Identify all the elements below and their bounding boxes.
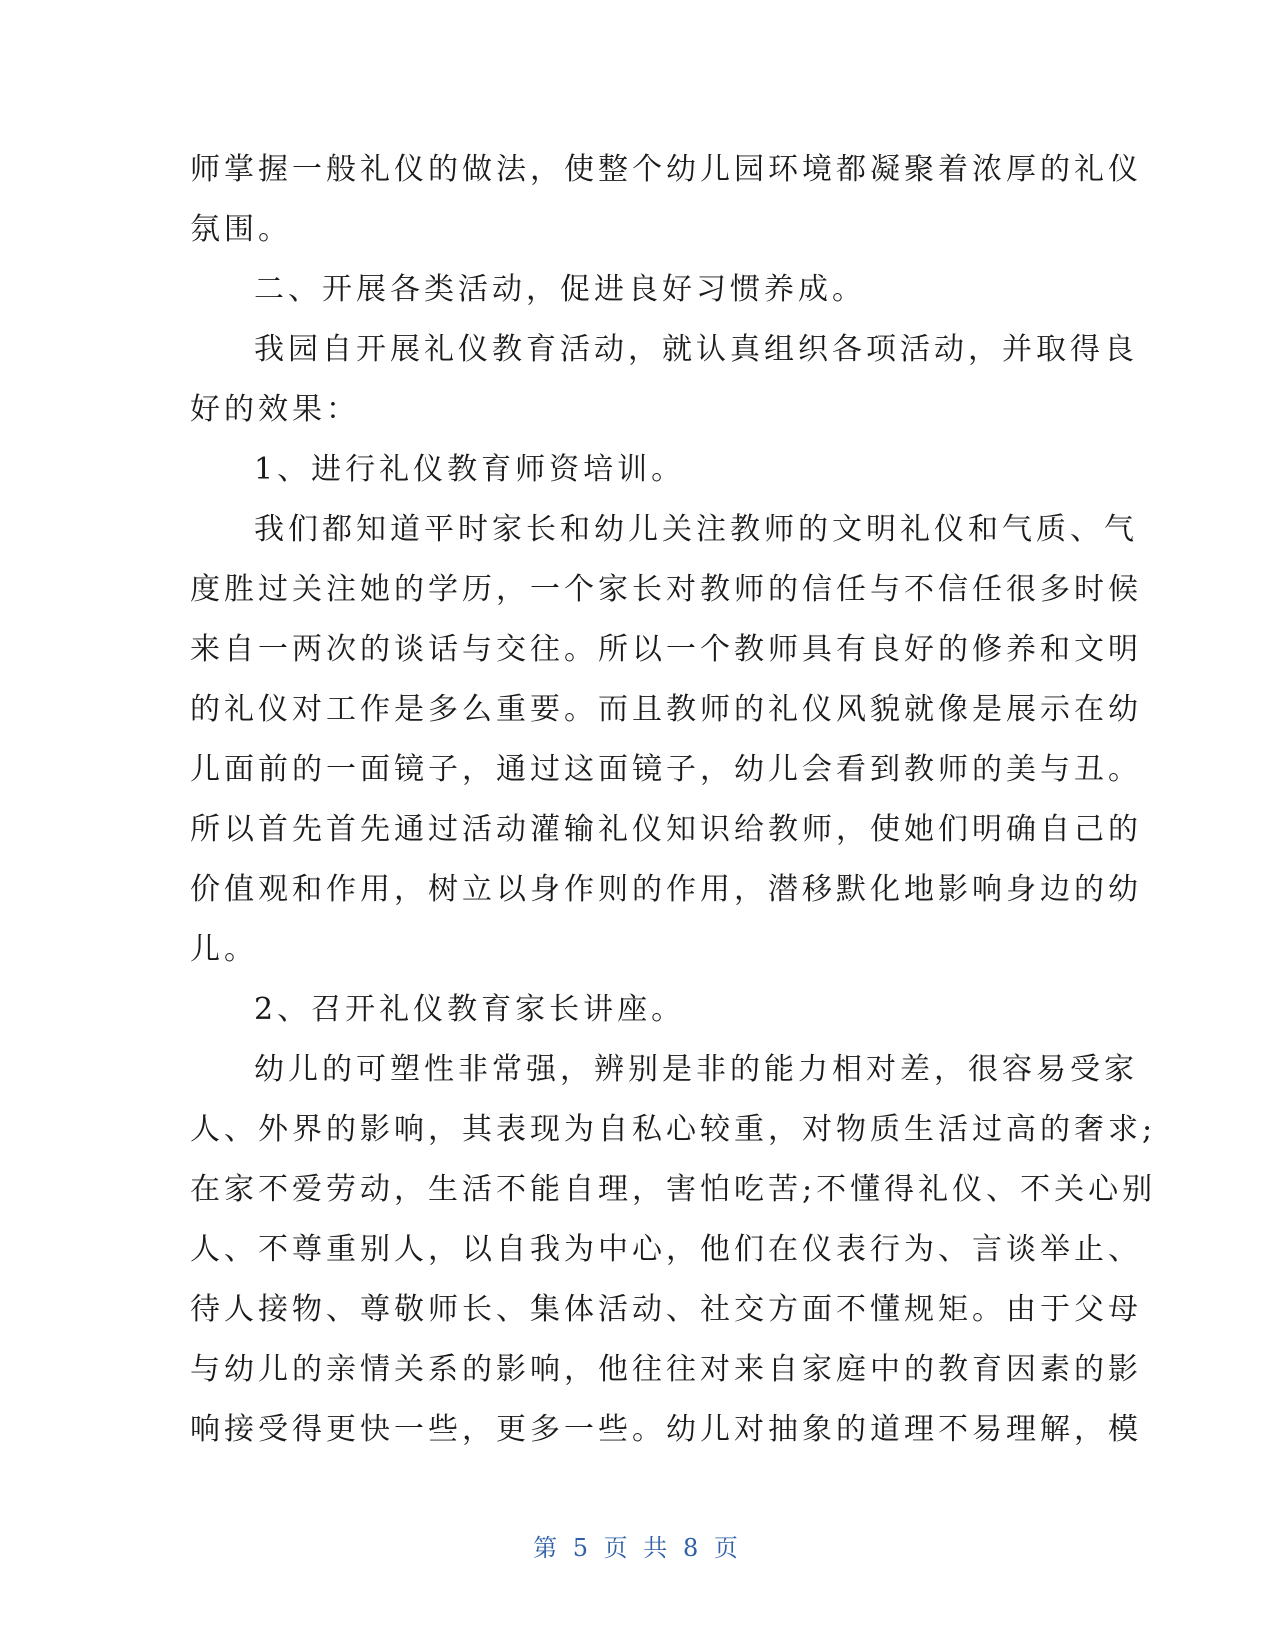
- document-body: [190, 140, 1157, 1460]
- page-number-footer: 第 5 页 共 8 页: [533, 1534, 742, 1562]
- text-line: 幼儿的可塑性非常强，辨别是非的能力相对差，很容易受家: [254, 1052, 1138, 1087]
- text-line: 的礼仪对工作是多么重要。而且教师的礼仪风貌就像是展示在幼: [190, 692, 1142, 727]
- text-line: 待人接物、尊敬师长、集体活动、社交方面不懂规矩。由于父母: [190, 1292, 1142, 1327]
- section-heading: 二、开展各类活动，促进良好习惯养成。: [254, 272, 866, 307]
- text-line: 师掌握一般礼仪的做法，使整个幼儿园环境都凝聚着浓厚的礼仪: [190, 152, 1142, 187]
- text-line: 响接受得更快一些，更多一些。幼儿对抽象的道理不易理解，模: [190, 1412, 1142, 1447]
- text-line: 儿。: [190, 932, 258, 967]
- text-line: 人、不尊重别人，以自我为中心，他们在仪表行为、言谈举止、: [190, 1232, 1142, 1267]
- text-line: 在家不爱劳动，生活不能自理，害怕吃苦;不懂得礼仪、不关心别: [190, 1172, 1157, 1207]
- text-line: 我园自开展礼仪教育活动，就认真组织各项活动，并取得良: [254, 332, 1138, 367]
- text-line: 度胜过关注她的学历，一个家长对教师的信任与不信任很多时候: [190, 572, 1142, 607]
- text-line: 价值观和作用，树立以身作则的作用，潜移默化地影响身边的幼: [190, 872, 1142, 907]
- subsection-heading: 2、召开礼仪教育家长讲座。: [254, 992, 686, 1027]
- text-line: 所以首先首先通过活动灌输礼仪知识给教师，使她们明确自己的: [190, 812, 1142, 847]
- text-line: 与幼儿的亲情关系的影响，他往往对来自家庭中的教育因素的影: [190, 1352, 1142, 1387]
- subsection-heading: 1、进行礼仪教育师资培训。: [254, 452, 686, 487]
- text-line: 来自一两次的谈话与交往。所以一个教师具有良好的修养和文明: [190, 632, 1142, 667]
- text-line: 人、外界的影响，其表现为自私心较重，对物质生活过高的奢求;: [190, 1112, 1157, 1147]
- text-line: 氛围。: [190, 212, 292, 247]
- text-line: 儿面前的一面镜子，通过这面镜子，幼儿会看到教师的美与丑。: [190, 752, 1142, 787]
- text-line: 好的效果：: [190, 392, 360, 427]
- text-line: 我们都知道平时家长和幼儿关注教师的文明礼仪和气质、气: [254, 512, 1138, 547]
